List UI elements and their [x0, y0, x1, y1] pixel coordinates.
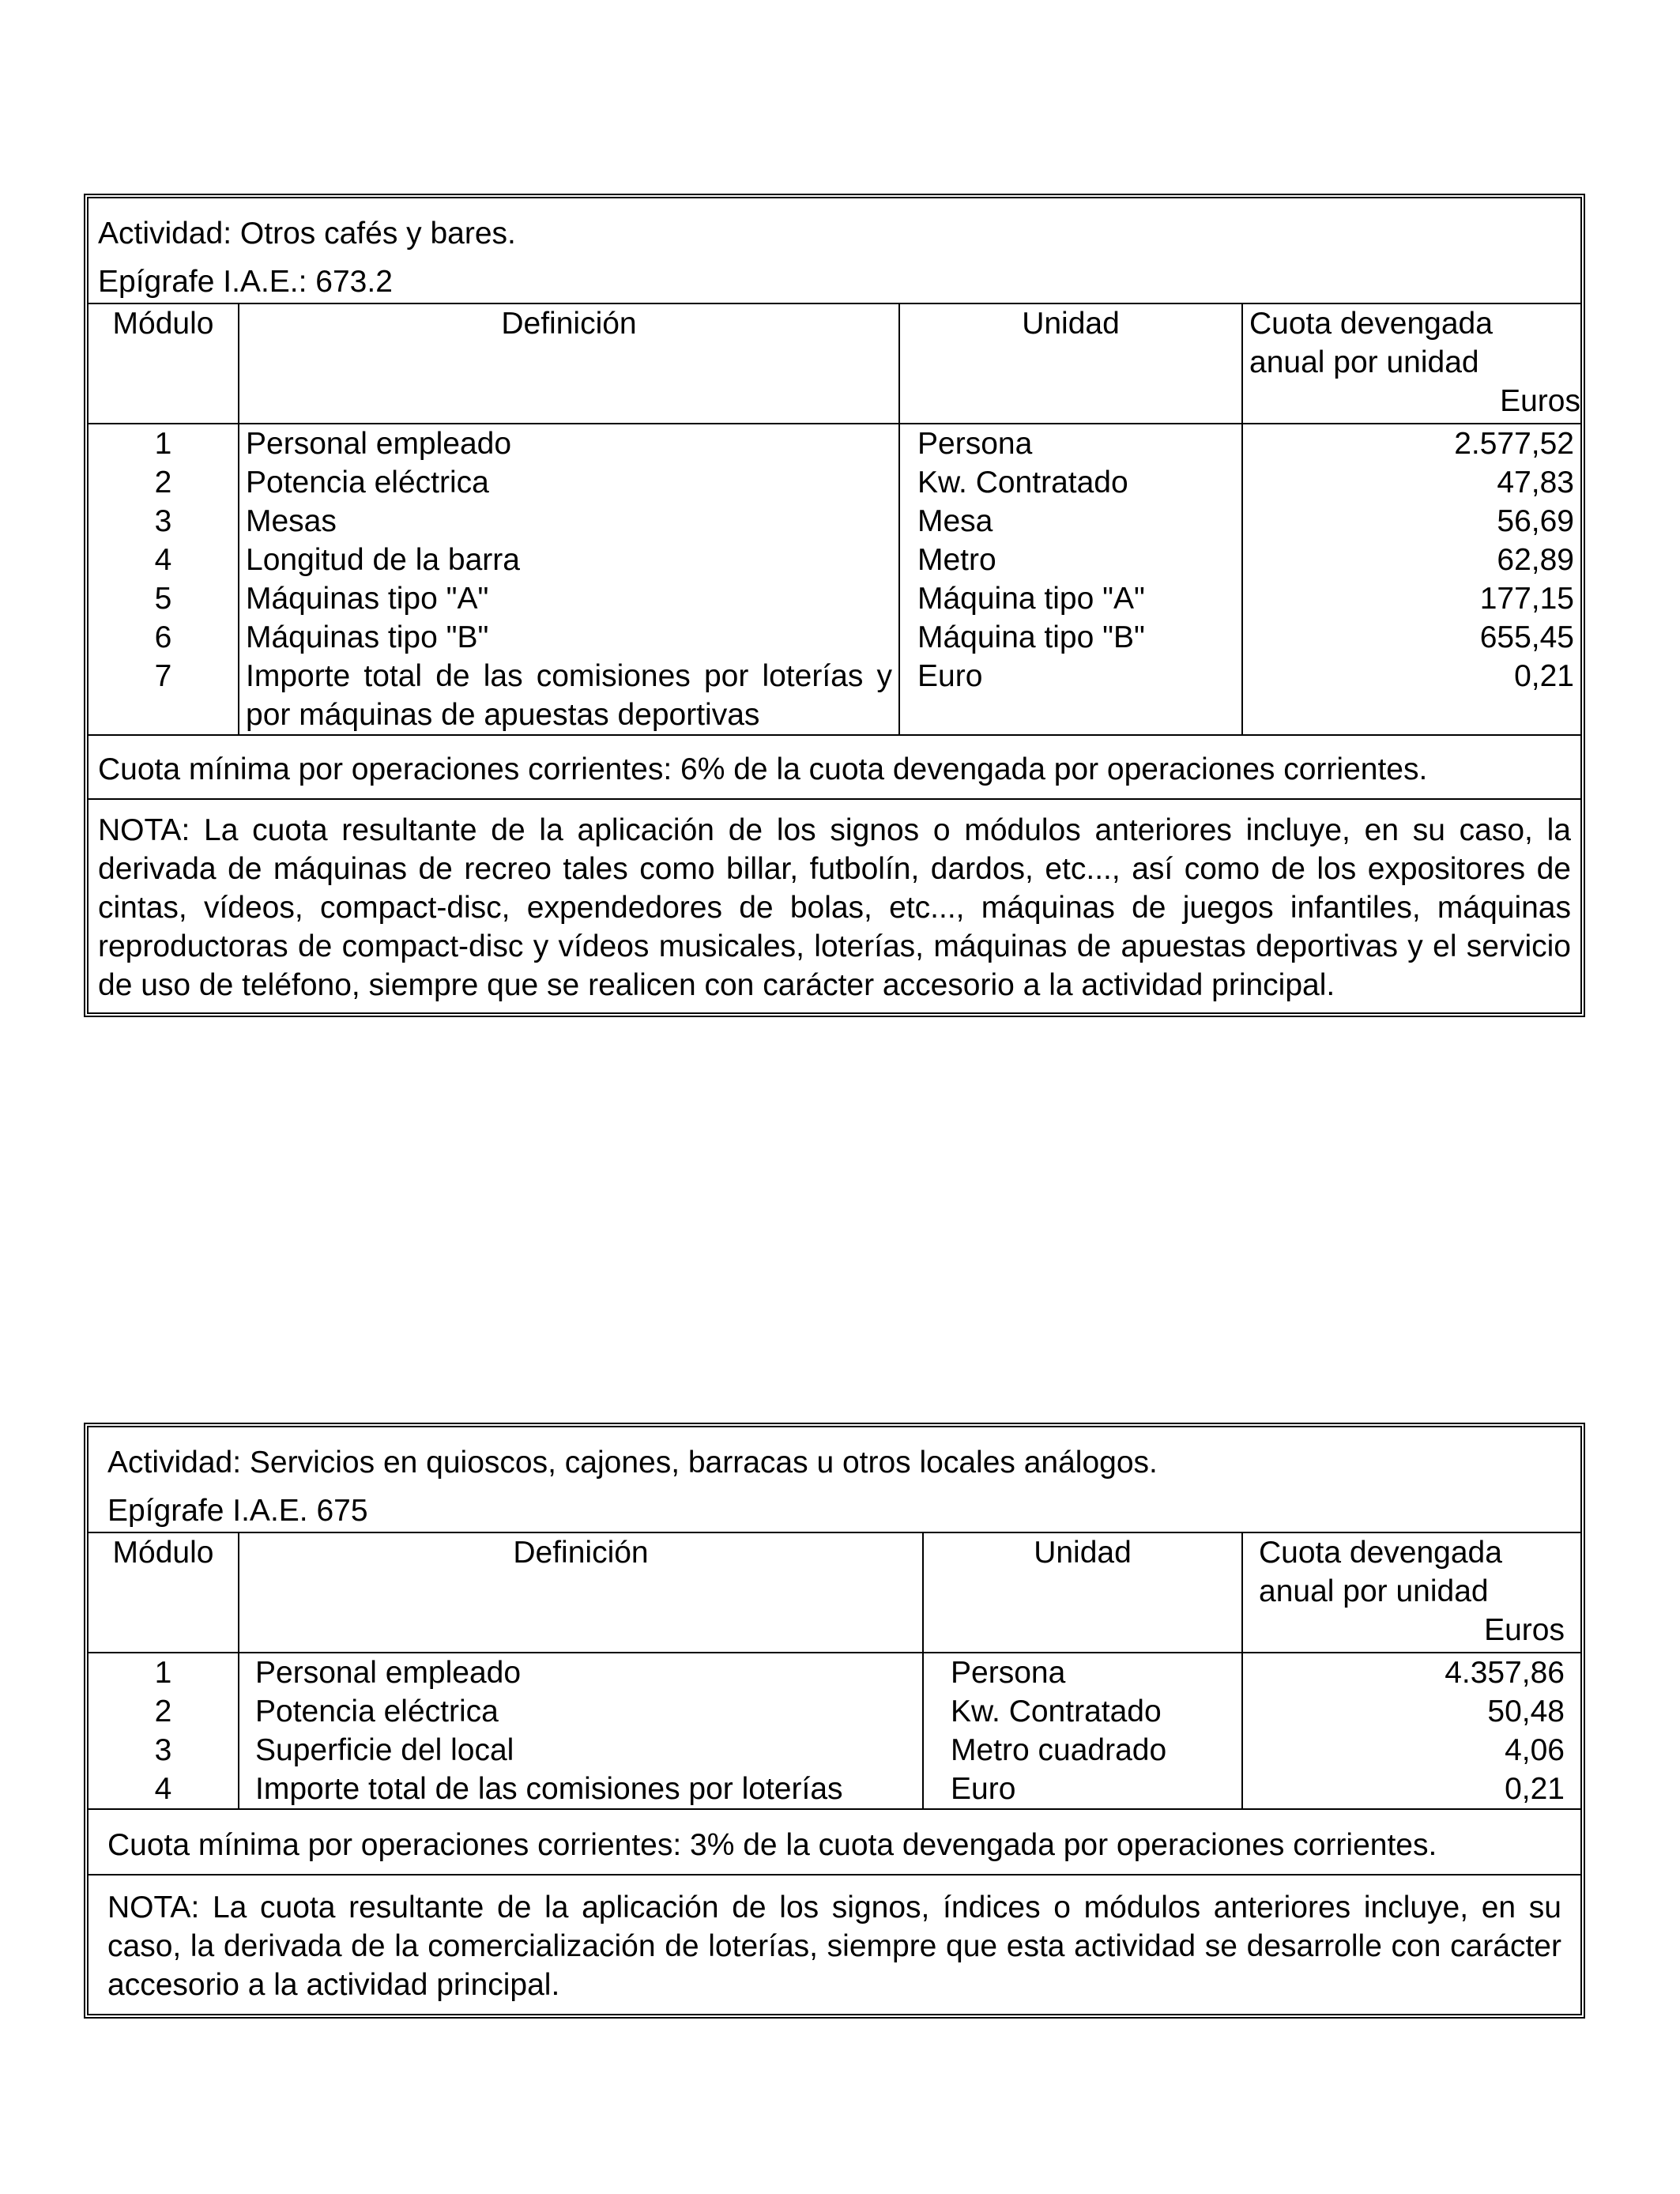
unit-text: Mesa — [917, 504, 993, 538]
module-table-quioscos — [84, 1423, 1585, 2019]
definition-text: Importe total de las comisiones por loterías — [255, 1772, 843, 1806]
header-unit: Unidad — [923, 1533, 1242, 1653]
header-fee — [1242, 304, 1580, 424]
definition-text: Superficie del local — [255, 1733, 514, 1767]
module-number: 1 — [154, 427, 172, 461]
module-number: 5 — [154, 582, 172, 616]
unit-text: Máquina tipo "B" — [917, 620, 1145, 654]
definition-text: Mesas — [246, 504, 337, 538]
header-module: Módulo — [89, 304, 239, 424]
activity-title: Actividad: Servicios en quioscos, cajones, barracas u otros locales análogos. — [107, 1446, 1158, 1480]
definition-text: Personal empleado — [246, 427, 512, 461]
table-body-row — [89, 1653, 1580, 1809]
fee-value: 4,06 — [1505, 1733, 1565, 1767]
definition-text: Potencia eléctrica — [255, 1695, 499, 1728]
table-title-area — [89, 198, 1580, 304]
fee-value: 50,48 — [1487, 1695, 1565, 1728]
module-number: 7 — [154, 659, 172, 693]
note-text: NOTA: La cuota resultante de la aplicación de los signos o módulos anteriores incluye, en su caso, la derivada de máquinas de recreo tales como billar, futbolín, dardos, etc..., así como de los expositores de cintas, vídeos, compact-disc, expendedores de bolas, etc..., máquinas de juegos infantiles, máquinas reproductoras de compact-disc y vídeos musicales, loterías, máquinas de apuestas deportivas y el servicio de uso de teléfono, siempre que se realicen con carácter accesorio a la actividad principal. — [98, 813, 1571, 1002]
module-number: 6 — [154, 620, 172, 654]
fee-value: 0,21 — [1505, 1772, 1565, 1806]
unit-text: Persona — [951, 1656, 1066, 1690]
header-fee-line2: anual por unidad — [1259, 1574, 1489, 1608]
unit-text: Kw. Contratado — [917, 466, 1128, 499]
module-number: 2 — [154, 1695, 172, 1728]
unit-text: Metro — [917, 543, 996, 577]
module-column — [89, 1653, 239, 1809]
module-column — [89, 424, 239, 735]
header-definition: Definición — [239, 1533, 923, 1653]
note-text: NOTA: La cuota resultante de la aplicación de los signos, índices o módulos anteriores incluye, en su caso, la derivada de la comercialización de loterías, siempre que esta actividad se desarrolle con carácter accesorio a la actividad principal. — [107, 1891, 1561, 2002]
header-fee-line2: anual por unidad — [1249, 345, 1479, 379]
header-fee-line1: Cuota devengada — [1259, 1536, 1502, 1570]
fee-value: 177,15 — [1479, 582, 1574, 616]
activity-title: Actividad: Otros cafés y bares. — [98, 217, 516, 251]
definition-text: Importe total de las comisiones por loterías y por máquinas de apuestas deportivas — [246, 659, 892, 732]
module-number: 4 — [154, 543, 172, 577]
module-number: 3 — [154, 504, 172, 538]
definition-column — [239, 424, 899, 735]
epigraph-label: Epígrafe I.A.E. 675 — [107, 1494, 368, 1528]
module-number: 2 — [154, 466, 172, 499]
fee-value: 655,45 — [1479, 620, 1574, 654]
unit-text: Persona — [917, 427, 1033, 461]
fee-column — [1242, 1653, 1580, 1809]
definition-text: Máquinas tipo "A" — [246, 582, 489, 616]
unit-column — [899, 424, 1242, 735]
header-fee-line1: Cuota devengada — [1249, 307, 1493, 341]
header-module: Módulo — [89, 1533, 239, 1653]
epigraph-label: Epígrafe I.A.E.: 673.2 — [98, 265, 393, 299]
fee-value: 4.357,86 — [1445, 1656, 1565, 1690]
unit-text: Máquina tipo "A" — [917, 582, 1145, 616]
header-definition: Definición — [239, 304, 899, 424]
minimum-fee-text: Cuota mínima por operaciones corrientes: 6% de la cuota devengada por operaciones corrientes. — [89, 736, 1580, 800]
header-fee — [1242, 1533, 1580, 1653]
unit-text: Kw. Contratado — [951, 1695, 1162, 1728]
table-body-row — [89, 424, 1580, 735]
unit-text: Metro cuadrado — [951, 1733, 1167, 1767]
module-number: 3 — [154, 1733, 172, 1767]
unit-text: Euro — [951, 1772, 1016, 1806]
fee-value: 62,89 — [1497, 543, 1574, 577]
table-title-area — [89, 1427, 1580, 1533]
unit-text: Euro — [917, 659, 983, 693]
definition-text: Potencia eléctrica — [246, 466, 489, 499]
fee-value: 2.577,52 — [1454, 427, 1574, 461]
module-number: 1 — [154, 1656, 172, 1690]
header-fee-currency: Euros — [1484, 1613, 1565, 1647]
unit-column — [923, 1653, 1242, 1809]
header-row — [89, 304, 1580, 424]
fee-value: 56,69 — [1497, 504, 1574, 538]
modules-table — [89, 1533, 1580, 1810]
header-fee-currency: Euros — [1500, 384, 1580, 418]
modules-table — [89, 304, 1580, 736]
fee-value: 47,83 — [1497, 466, 1574, 499]
minimum-fee-text: Cuota mínima por operaciones corrientes: 3% de la cuota devengada por operaciones corrientes. — [89, 1810, 1580, 1875]
definition-text: Personal empleado — [255, 1656, 522, 1690]
fee-value: 0,21 — [1514, 659, 1574, 693]
module-number: 4 — [154, 1772, 172, 1806]
header-unit: Unidad — [899, 304, 1242, 424]
module-table-cafes-bares — [84, 194, 1585, 1017]
header-row — [89, 1533, 1580, 1653]
definition-text: Longitud de la barra — [246, 543, 520, 577]
definition-column — [239, 1653, 923, 1809]
fee-column — [1242, 424, 1580, 735]
definition-text: Máquinas tipo "B" — [246, 620, 489, 654]
